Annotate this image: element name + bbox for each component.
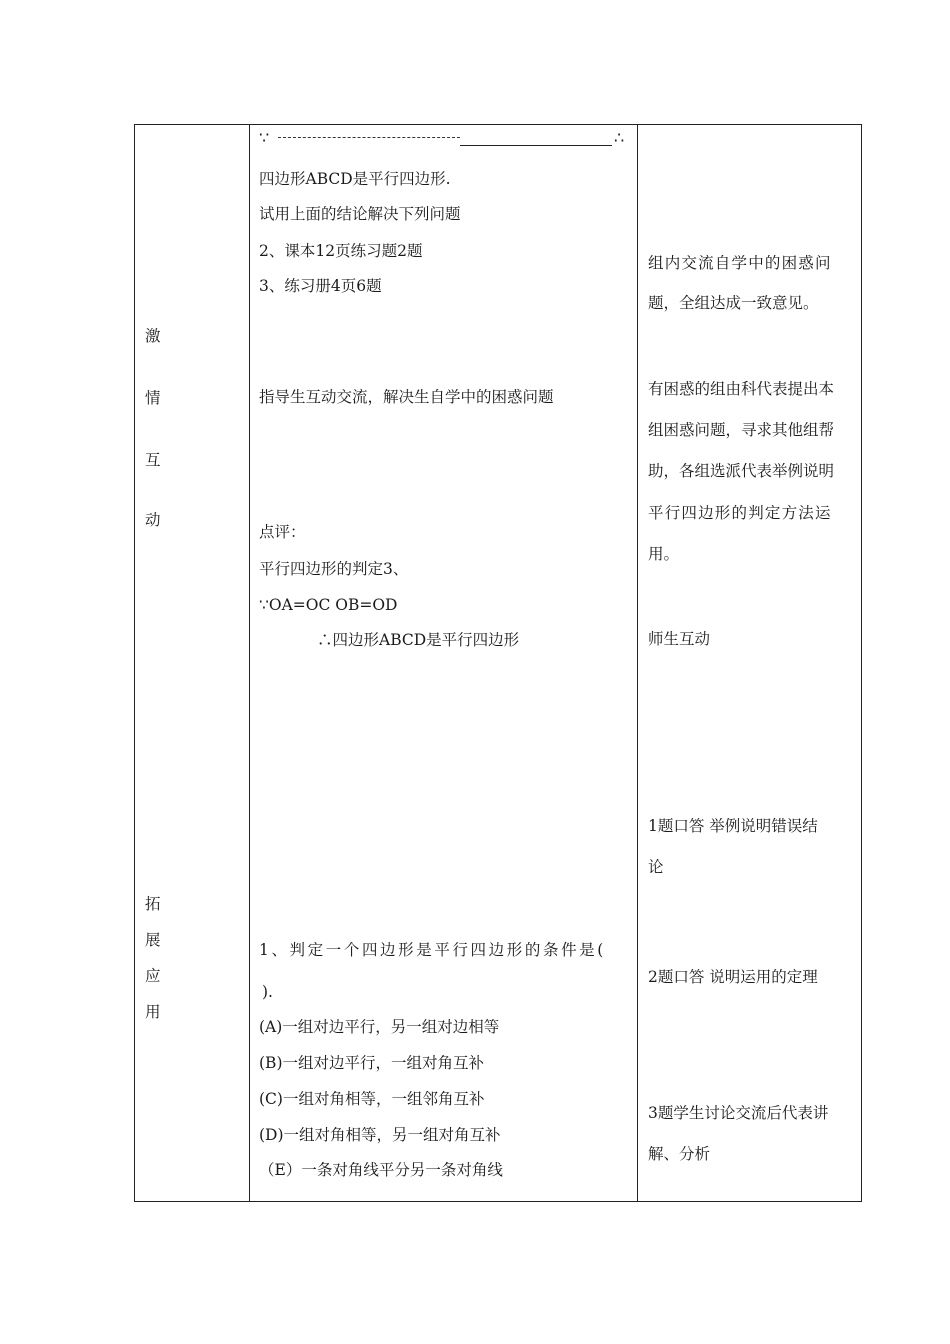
try-instruction: 试用上面的结论解决下列问题 — [259, 205, 461, 223]
fill-blank-dashed — [278, 137, 460, 138]
activity-6-line-2: 解、分析 — [648, 1145, 711, 1163]
option-d: (D)一组对角相等，另一组对角互补 — [259, 1126, 501, 1144]
fill-blank-line — [460, 145, 612, 146]
activity-4-line-1: 1题口答 举例说明错误结 — [648, 817, 818, 835]
section2-char-3: 应 — [145, 967, 161, 985]
guide-text: 指导生互动交流，解决生自学中的困惑问题 — [259, 388, 554, 406]
option-e: （E）一条对角线平分另一条对角线 — [259, 1161, 503, 1179]
proof-result: 四边形ABCD是平行四边形. — [259, 170, 451, 188]
therefore-symbol: ∴ — [614, 128, 625, 147]
section2-char-2: 展 — [145, 931, 161, 949]
option-a: (A)一组对边平行，另一组对边相等 — [259, 1018, 500, 1036]
activity-5: 2题口答 说明运用的定理 — [648, 968, 818, 986]
section1-char-2: 情 — [145, 389, 161, 407]
option-c: (C)一组对角相等，一组邻角互补 — [259, 1090, 485, 1108]
section1-char-4: 动 — [145, 511, 161, 529]
activity-4-line-2: 论 — [648, 858, 664, 876]
lesson-table — [134, 124, 862, 1202]
activity-2-line-3: 助，各组选派代表举例说明 — [648, 462, 835, 480]
activity-1-line-1: 组内交流自学中的困惑问 — [648, 254, 832, 272]
exercise-2: 2、课本12页练习题2题 — [259, 242, 423, 260]
section2-char-4: 用 — [145, 1003, 161, 1021]
section1-char-3: 互 — [145, 451, 161, 469]
question-1-line-2: ). — [262, 983, 273, 1001]
activity-2-line-2: 组困惑问题，寻求其他组帮 — [648, 421, 835, 439]
exercise-3: 3、练习册4页6题 — [259, 277, 382, 295]
section2-char-1: 拓 — [145, 895, 161, 913]
theorem-title: 平行四边形的判定3、 — [259, 560, 409, 578]
theorem-conclusion: ∴四边形ABCD是平行四边形 — [317, 631, 520, 649]
activity-2-line-1: 有困惑的组由科代表提出本 — [648, 380, 835, 398]
option-b: (B)一组对边平行，一组对角互补 — [259, 1054, 484, 1072]
theorem-condition: ∵OA=OC OB=OD — [259, 596, 398, 614]
activity-3: 师生互动 — [648, 630, 711, 648]
column-divider-1 — [249, 124, 250, 1202]
activity-1-line-2: 题，全组达成一致意见。 — [648, 294, 819, 312]
question-1-line-1: 1、判定一个四边形是平行四边形的条件是( — [259, 941, 606, 959]
activity-2-line-4: 平行四边形的判定方法运 — [648, 504, 832, 522]
activity-2-line-5: 用。 — [648, 545, 680, 563]
comment-label: 点评： — [259, 523, 306, 541]
column-divider-2 — [637, 124, 638, 1202]
activity-6-line-1: 3题学生讨论交流后代表讲 — [648, 1104, 829, 1122]
because-symbol: ∵ — [259, 128, 270, 147]
section1-char-1: 激 — [145, 327, 161, 345]
